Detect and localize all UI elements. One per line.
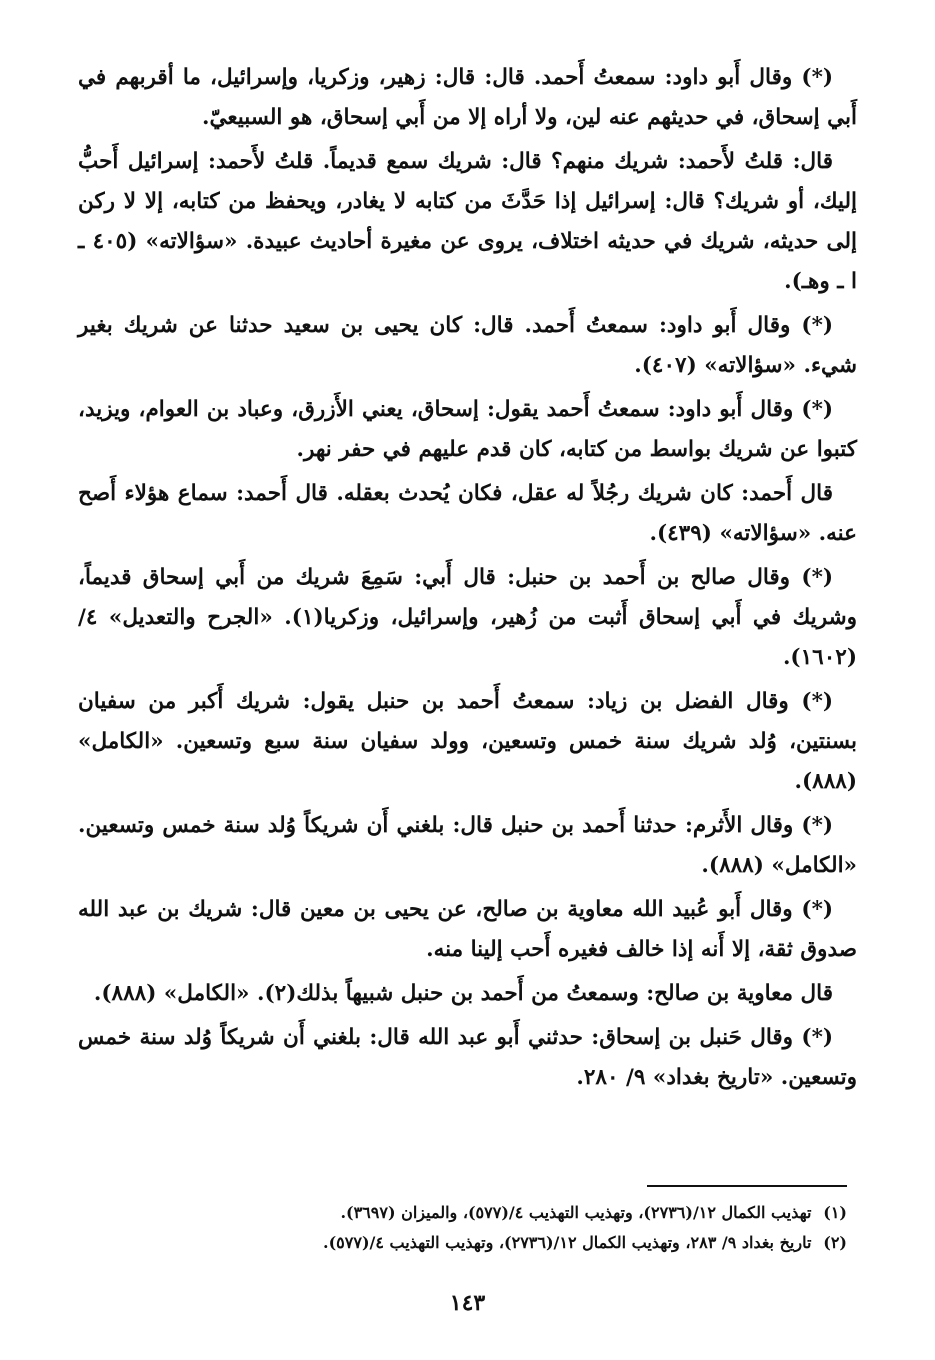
paragraph-11: (*) وقال حَنبل بن إسحاق: حدثني أَبو عبد الله قال: بلغني أَن شريكاً وُلد سنة خمس وتسعين. «تاريخ بغداد» ٩/ ٢٨٠. xyxy=(78,1025,857,1090)
footnote-number: (١) xyxy=(823,1203,847,1222)
paragraph-7: (*) وقال الفضل بن زياد: سمعتُ أَحمد بن حنبل يقول: شريك أَكبر من سفيان بسنتين، وُلد شريك سنة خمس وتسعين، وولد سفيان سنة سبع وتسعين. «الكامل» (٨٨٨). xyxy=(78,689,857,794)
page-number: ١٤٣ xyxy=(449,1290,486,1316)
paragraph-8: (*) وقال الأَثرم: حدثنا أَحمد بن حنبل قال: بلغني أَن شريكاً وُلد سنة خمس وتسعين. «الكامل» (٨٨٨). xyxy=(78,813,857,878)
paragraph-10: قال معاوية بن صالح: وسمعتُ من أَحمد بن حنبل شبيهاً بذلك(٢). «الكامل» (٨٨٨). xyxy=(93,981,833,1006)
footnote-text: تاريخ بغداد ٩/ ٢٨٣، وتهذيب الكمال ١٢/(٢٧٣٦)، وتهذيب التهذيب ٤/(٥٧٧). xyxy=(323,1233,812,1252)
footnote-2 xyxy=(160,1228,847,1258)
paragraph-9: (*) وقال أَبو عُبيد الله معاوية بن صالح، عن يحيى بن معين قال: شريك بن عبد الله صدوق ثقة، إلا أَنه إذا خالف فغيره أَحب إلينا منه. xyxy=(78,897,857,962)
footnote-1 xyxy=(160,1198,847,1228)
footnote-number: (٢) xyxy=(823,1233,847,1252)
paragraph-5: قال أَحمد: كان شريك رجُلاً له عقل، فكان يُحدث بعقله. قال أَحمد: سماع هؤلاء أَصح عنه. «سؤالاته» (٤٣٩). xyxy=(78,481,857,546)
page-body xyxy=(78,58,857,1102)
footnote-divider xyxy=(647,1185,847,1187)
paragraph-2: قال: قلتُ لأَحمد: شريك منهم؟ قال: شريك سمع قديماً. قلتُ لأَحمد: إسرائيل أَحبُّ إليك، أو شريك؟ قال: إسرائيل إذا حَدَّثَ من كتابه لا يغادر، ويحفظ من كتابه، إلا لا ركن إلى حديثه، شريك في حديثه اختلاف، يروى عن مغيرة أحاديث عبيدة. «سؤالاته» (٤٠٥ ـ ا ـ وهـ). xyxy=(78,149,857,294)
footnotes xyxy=(160,1198,847,1258)
paragraph-1: (*) وقال أَبو داود: سمعتُ أَحمد. قال: قال: زهير، وزكريا، وإسرائيل، ما أقربهم في أَبي إسحاق، في حديثهم عنه لين، ولا أراه إلا من أَبي إسحاق، هو السبيعيّ. xyxy=(78,65,857,130)
footnote-text: تهذيب الكمال ١٢/(٢٧٣٦)، وتهذيب التهذيب ٤/(٥٧٧)، والميزان (٣٦٩٧). xyxy=(340,1203,812,1222)
paragraph-4: (*) وقال أَبو داود: سمعتُ أَحمد يقول: إسحاق، يعني الأَزرق، وعباد بن العوام، ويزيد، كتبوا عن شريك بواسط من كتابه، كان قدم عليهم في حفر نهر. xyxy=(78,397,857,462)
paragraph-3: (*) وقال أَبو داود: سمعتُ أَحمد. قال: كان يحيى بن سعيد حدثنا عن شريك بغير شيء. «سؤالاته» (٤٠٧). xyxy=(78,313,857,378)
paragraph-6: (*) وقال صالح بن أَحمد بن حنبل: قال أَبي: سَمِعَ شريك من أَبي إسحاق قديماً، وشريك في أَبي إسحاق أَثبت من زُهير، وإسرائيل، وزكريا(١). «الجرح والتعديل» ٤/ (١٦٠٢). xyxy=(78,565,857,670)
